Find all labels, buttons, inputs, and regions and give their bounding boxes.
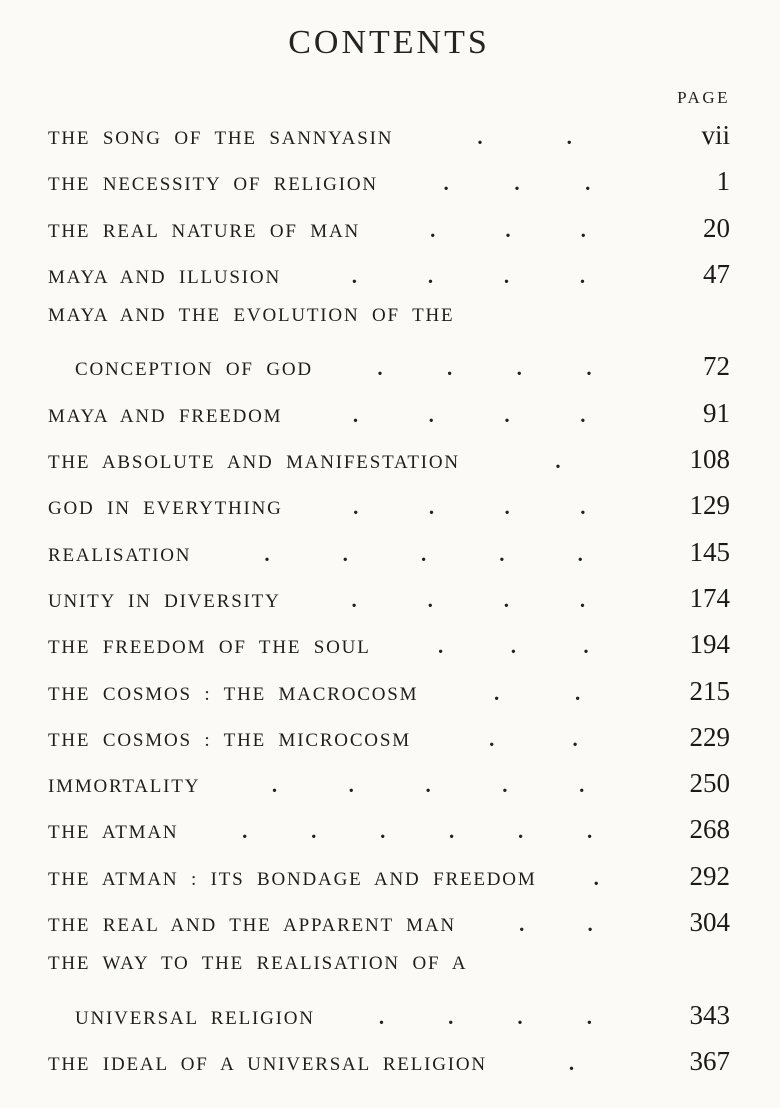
leader-dot: .: [516, 356, 522, 381]
dot-leader: [281, 587, 656, 612]
leader-dot: .: [502, 773, 508, 798]
leader-dot: .: [271, 773, 278, 798]
toc-entry-title: THE ATMAN : ITS BONDAGE AND FREEDOM: [48, 868, 537, 890]
toc-line: [48, 213, 730, 259]
toc-entry-title: THE SONG OF THE SANNYASIN: [48, 128, 394, 149]
toc-entry: [48, 768, 730, 814]
toc-line: [48, 907, 730, 953]
dot-leader: [378, 173, 656, 194]
leader-dot: .: [568, 1050, 575, 1075]
dot-leader: [283, 497, 656, 518]
toc-entry-title: MAYA AND THE EVOLUTION OF THE: [48, 305, 455, 327]
toc-line: [48, 398, 730, 444]
leader-dot: .: [586, 1004, 592, 1029]
toc-line: [48, 861, 730, 907]
toc-line: [48, 351, 730, 397]
toc-entry: [48, 629, 730, 675]
leader-dot: .: [420, 541, 427, 566]
toc-line: [48, 1000, 730, 1046]
contents-title: CONTENTS: [288, 24, 490, 61]
leader-dot: .: [585, 171, 591, 196]
dot-leader: [282, 402, 656, 427]
toc-entry: [48, 676, 730, 722]
leader-dot: .: [348, 773, 354, 798]
toc-entry-title: MAYA AND ILLUSION: [48, 266, 281, 288]
toc-page-number: vii: [701, 120, 730, 150]
toc-entry: [48, 722, 730, 768]
toc-entry-title: THE IDEAL OF A UNIVERSAL RELIGION: [48, 1053, 487, 1075]
leader-dot: .: [427, 263, 434, 288]
toc-line: [48, 166, 730, 212]
leader-dot: .: [572, 726, 578, 751]
leader-dot: .: [438, 634, 444, 659]
toc-page-number: 229: [689, 721, 730, 752]
dot-leader: [191, 541, 656, 566]
toc-entry-title: MAYA AND FREEDOM: [48, 405, 283, 427]
leader-dot: .: [353, 495, 359, 520]
leader-dot: .: [575, 680, 581, 705]
leader-dot: .: [352, 402, 359, 427]
toc-entry-title: THE REAL AND THE APPARENT MAN: [48, 915, 456, 937]
toc-page-number: 145: [689, 536, 730, 567]
toc-page-number: 215: [689, 675, 730, 706]
toc-entry: [48, 259, 730, 305]
toc-line: [48, 305, 730, 351]
leader-dot: .: [580, 402, 586, 427]
toc-page-number: 250: [689, 768, 730, 799]
toc-page-number: 47: [703, 258, 730, 289]
toc-line: [48, 490, 730, 536]
toc-line: [48, 537, 730, 583]
leader-dot: .: [489, 726, 495, 751]
toc-entry: [48, 213, 730, 259]
leader-dot: .: [351, 587, 357, 612]
dot-leader: [537, 865, 656, 890]
toc-entry-title: THE FREEDOM OF THE SOUL: [48, 637, 371, 659]
toc-entry: [48, 166, 730, 212]
dot-leader: [393, 127, 656, 148]
toc-line: [48, 120, 730, 166]
dot-leader: [360, 217, 656, 242]
toc-line: [48, 444, 730, 490]
toc-line: [48, 1046, 730, 1092]
leader-dot: .: [580, 495, 586, 520]
dot-leader: [371, 636, 656, 657]
toc-entry-title: THE COSMOS : THE MICROCOSM: [48, 729, 411, 751]
leader-dot: .: [503, 587, 509, 612]
leader-dot: .: [514, 171, 520, 196]
leader-dot: .: [517, 1004, 523, 1029]
toc-entry-title: REALISATION: [48, 544, 192, 566]
toc-line: [48, 629, 730, 675]
toc-entry-title: THE NECESSITY OF RELIGION: [48, 174, 378, 196]
leader-dot: .: [577, 541, 583, 566]
toc-entry: [48, 537, 730, 583]
leader-dot: .: [446, 356, 453, 381]
toc-entry: [48, 1046, 730, 1092]
toc-line: [48, 814, 730, 860]
toc-page-number: 367: [689, 1045, 730, 1076]
leader-dot: .: [477, 125, 483, 149]
dot-leader: [313, 358, 656, 379]
leader-dot: .: [494, 680, 500, 705]
toc-entry-title: THE REAL NATURE OF MAN: [48, 220, 361, 242]
leader-dot: .: [579, 587, 586, 612]
toc-page-number: 343: [689, 999, 730, 1030]
toc-entry: [48, 490, 730, 536]
leader-dot: .: [555, 449, 561, 474]
leader-dot: .: [351, 263, 358, 288]
leader-dot: .: [499, 541, 505, 566]
toc-entry: [48, 814, 730, 860]
toc-entry-title: THE ATMAN: [48, 822, 179, 844]
toc-line: [48, 953, 730, 999]
leader-dot: .: [380, 819, 386, 844]
leader-dot: .: [586, 819, 593, 844]
leader-dot: .: [504, 402, 510, 427]
toc-page-number: 268: [689, 814, 730, 845]
toc-line: [48, 259, 730, 305]
leader-dot: .: [342, 541, 348, 566]
toc-page-number: 174: [689, 582, 730, 613]
leader-dot: .: [579, 263, 586, 288]
page-column-header: PAGE: [677, 88, 730, 107]
toc-page-number: 194: [689, 629, 730, 660]
leader-dot: .: [378, 1004, 385, 1029]
leader-dot: .: [264, 541, 270, 566]
toc-entry-title: THE ABSOLUTE AND MANIFESTATION: [48, 452, 460, 474]
toc-entry-title: THE WAY TO THE REALISATION OF A: [48, 953, 468, 975]
leader-dot: .: [586, 356, 592, 381]
toc-line: [48, 768, 730, 814]
toc-page-number: 304: [689, 907, 730, 938]
dot-leader: [460, 451, 656, 472]
toc-page-number: 129: [689, 490, 730, 521]
dot-leader: [418, 680, 656, 705]
toc-entry-title: UNIVERSAL RELIGION: [75, 1007, 315, 1029]
leader-dot: .: [443, 171, 449, 196]
leader-dot: .: [580, 217, 586, 242]
dot-leader: [456, 914, 656, 935]
toc-page-number: 72: [703, 351, 730, 382]
dot-leader: [315, 1004, 656, 1029]
leader-dot: .: [593, 865, 599, 890]
leader-dot: .: [583, 634, 589, 659]
leader-dot: .: [518, 819, 524, 844]
leader-dot: .: [242, 819, 248, 844]
leader-dot: .: [587, 912, 593, 937]
leader-dot: .: [504, 495, 510, 520]
toc-entry: [48, 861, 730, 907]
toc-entry: [48, 305, 730, 398]
dot-leader: [487, 1050, 656, 1075]
leader-dot: .: [519, 912, 525, 937]
leader-dot: .: [579, 773, 585, 798]
leader-dot: .: [428, 495, 435, 520]
toc-page-number: 108: [689, 444, 730, 475]
dot-leader: [411, 726, 656, 751]
leader-dot: .: [510, 634, 516, 659]
dot-leader: [178, 821, 656, 842]
leader-dot: .: [505, 217, 511, 242]
leader-dot: .: [503, 263, 510, 288]
toc-entry-title: THE COSMOS : THE MACROCOSM: [48, 683, 419, 705]
table-of-contents: [48, 120, 730, 1092]
leader-dot: .: [566, 125, 572, 149]
toc-entry-title: CONCEPTION OF GOD: [75, 359, 313, 381]
toc-entry: [48, 120, 730, 166]
toc-page-number: 1: [716, 166, 730, 197]
leader-dot: .: [430, 217, 436, 242]
toc-line: [48, 583, 730, 629]
toc-page-number: 292: [689, 860, 730, 891]
toc-entry: [48, 583, 730, 629]
leader-dot: .: [377, 356, 383, 381]
dot-leader: [281, 263, 656, 288]
leader-dot: .: [311, 819, 317, 844]
toc-page-number: 91: [703, 397, 730, 428]
toc-page-number: 20: [703, 212, 730, 243]
dot-leader: [200, 775, 656, 796]
toc-entry-title: UNITY IN DIVERSITY: [48, 590, 281, 612]
toc-entry: [48, 953, 730, 1046]
leader-dot: .: [449, 819, 455, 844]
toc-entry: [48, 907, 730, 953]
leader-dot: .: [448, 1004, 454, 1029]
toc-entry-title: IMMORTALITY: [48, 776, 201, 798]
toc-entry-title: GOD IN EVERYTHING: [48, 498, 283, 520]
leader-dot: .: [425, 773, 431, 798]
leader-dot: .: [428, 402, 434, 427]
toc-line: [48, 676, 730, 722]
toc-line: [48, 722, 730, 768]
toc-entry: [48, 444, 730, 490]
leader-dot: .: [427, 587, 433, 612]
toc-entry: [48, 398, 730, 444]
